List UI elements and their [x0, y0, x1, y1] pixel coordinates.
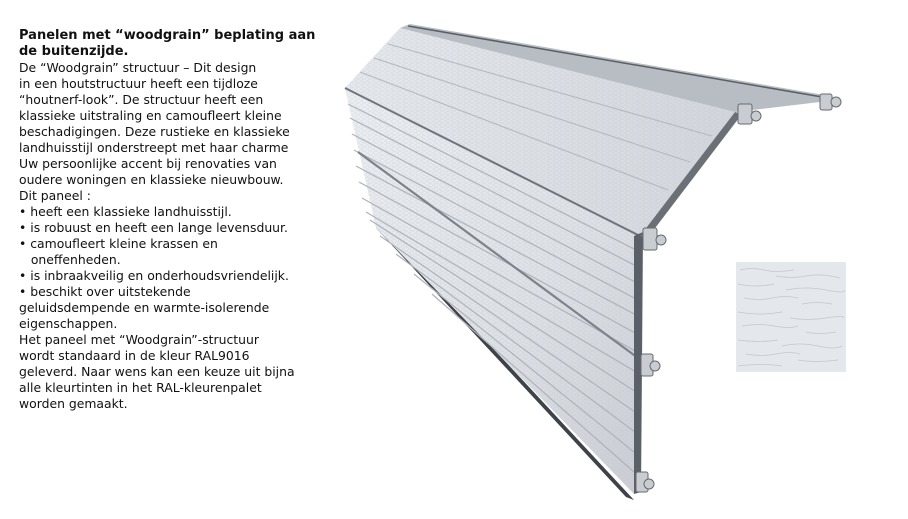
intro-line: “houtnerf-look”. De structuur heeft een	[19, 92, 264, 107]
intro-line: landhuisstijl onderstreept met haar charme	[19, 140, 289, 155]
outro-line: Het paneel met “Woodgrain”-structuur	[19, 332, 259, 347]
woodgrain-texture-swatch	[736, 262, 846, 372]
intro-line: De “Woodgrain” structuur – Dit design	[19, 60, 257, 75]
feature-item-continuation: eigenschappen.	[19, 316, 118, 331]
description-column	[19, 28, 319, 412]
feature-item: • beschikt over uitstekende	[19, 284, 191, 299]
feature-item: • camoufleert kleine krassen en	[19, 236, 218, 251]
title-line-2: de buitenzijde.	[19, 44, 129, 59]
outro-line: alle kleurtinten in het RAL-kleurenpalet	[19, 380, 262, 395]
feature-item-continuation: geluidsdempende en warmte-isolerende	[19, 300, 270, 315]
intro-line: oudere woningen en klassieke nieuwbouw.	[19, 172, 284, 187]
intro-line: klassieke uitstraling en camoufleert kleine	[19, 108, 282, 123]
feature-list	[19, 204, 319, 332]
outro-line: worden gemaakt.	[19, 396, 128, 411]
feature-item: • is robuust en heeft een lange levensduur.	[19, 220, 288, 235]
outro-line: geleverd. Naar wens kan een keuze uit bijna	[19, 364, 295, 379]
intro-line: in een houtstructuur heeft een tijdloze	[19, 76, 258, 91]
intro-line: beschadigingen. Deze rustieke en klassieke	[19, 124, 290, 139]
intro-line: Uw persoonlijke accent bij renovaties van	[19, 156, 277, 171]
outro-paragraph	[19, 332, 319, 412]
title-line-1: Panelen met “woodgrain” beplating aan	[19, 28, 316, 43]
feature-item-continuation: oneffenheden.	[19, 252, 121, 267]
feature-item: • is inbraakveilig en onderhoudsvriendelijk.	[19, 268, 289, 283]
list-intro: Dit paneel :	[19, 188, 91, 203]
outro-line: wordt standaard in de kleur RAL9016	[19, 348, 250, 363]
page-title	[19, 28, 319, 60]
feature-item: • heeft een klassieke landhuisstijl.	[19, 204, 232, 219]
intro-paragraph	[19, 60, 319, 188]
